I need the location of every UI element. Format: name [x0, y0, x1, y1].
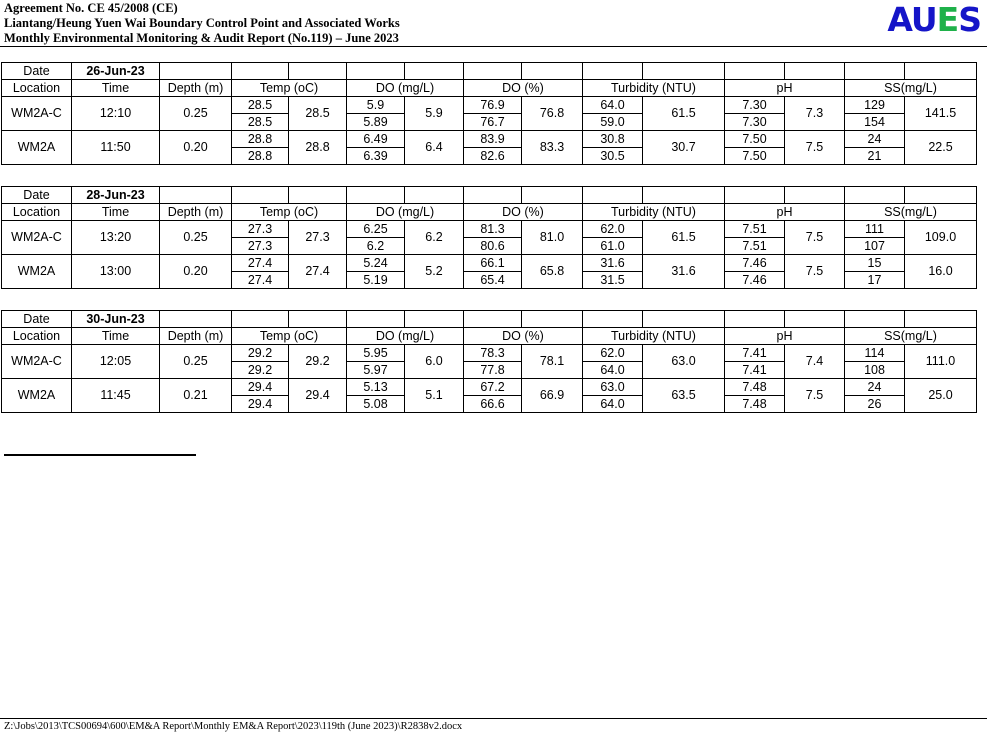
- ph-reading: 7.41: [725, 362, 785, 379]
- temp-reading: 28.5: [232, 114, 289, 131]
- signature-line: [4, 454, 196, 456]
- empty-cell: [232, 63, 289, 80]
- time-cell: 11:45: [72, 379, 160, 413]
- do-pct-reading: 83.9: [464, 131, 522, 148]
- ph-reading: 7.51: [725, 221, 785, 238]
- date-value: 28-Jun-23: [72, 187, 160, 204]
- empty-cell: [785, 187, 845, 204]
- date-value: 26-Jun-23: [72, 63, 160, 80]
- empty-cell: [583, 187, 643, 204]
- header-do-pct: DO (%): [464, 204, 583, 221]
- turbidity-average: 63.0: [643, 345, 725, 379]
- do-pct-reading: 76.7: [464, 114, 522, 131]
- ph-reading: 7.30: [725, 97, 785, 114]
- do-mgl-average: 6.2: [405, 221, 464, 255]
- location-cell: WM2A-C: [2, 97, 72, 131]
- empty-cell: [845, 187, 905, 204]
- table-row: [2, 131, 977, 148]
- turbidity-average: 61.5: [643, 221, 725, 255]
- header-depth: Depth (m): [160, 328, 232, 345]
- time-cell: 12:05: [72, 345, 160, 379]
- location-cell: WM2A-C: [2, 221, 72, 255]
- ph-reading: 7.48: [725, 396, 785, 413]
- empty-cell: [583, 63, 643, 80]
- temp-reading: 29.4: [232, 396, 289, 413]
- ph-average: 7.5: [785, 379, 845, 413]
- empty-cell: [905, 311, 977, 328]
- header-turbidity: Turbidity (NTU): [583, 80, 725, 97]
- empty-cell: [347, 187, 405, 204]
- turbidity-reading: 59.0: [583, 114, 643, 131]
- empty-cell: [405, 311, 464, 328]
- ph-reading: 7.41: [725, 345, 785, 362]
- empty-cell: [160, 63, 232, 80]
- turbidity-reading: 63.0: [583, 379, 643, 396]
- ss-average: 22.5: [905, 131, 977, 165]
- date-row: [2, 63, 977, 80]
- ss-reading: 129: [845, 97, 905, 114]
- do-mgl-reading: 5.95: [347, 345, 405, 362]
- turbidity-reading: 31.5: [583, 272, 643, 289]
- ss-average: 25.0: [905, 379, 977, 413]
- do-pct-average: 83.3: [522, 131, 583, 165]
- temp-reading: 27.4: [232, 255, 289, 272]
- time-cell: 11:50: [72, 131, 160, 165]
- table-row: [2, 379, 977, 396]
- ph-average: 7.5: [785, 221, 845, 255]
- do-mgl-reading: 6.2: [347, 238, 405, 255]
- do-mgl-reading: 5.13: [347, 379, 405, 396]
- date-label: Date: [2, 311, 72, 328]
- ss-reading: 15: [845, 255, 905, 272]
- header-turbidity: Turbidity (NTU): [583, 328, 725, 345]
- empty-cell: [347, 311, 405, 328]
- do-mgl-reading: 5.19: [347, 272, 405, 289]
- report-title: Monthly Environmental Monitoring & Audit Report (No.119) – June 2023: [4, 31, 399, 45]
- do-pct-reading: 65.4: [464, 272, 522, 289]
- turbidity-reading: 30.8: [583, 131, 643, 148]
- depth-cell: 0.21: [160, 379, 232, 413]
- depth-cell: 0.20: [160, 255, 232, 289]
- date-row: [2, 311, 977, 328]
- aues-logo: AUES: [887, 0, 981, 39]
- ss-reading: 17: [845, 272, 905, 289]
- header-ph: pH: [725, 204, 845, 221]
- table-row: [2, 97, 977, 114]
- depth-cell: 0.25: [160, 221, 232, 255]
- empty-cell: [464, 311, 522, 328]
- column-header-row: [2, 204, 977, 221]
- header-ph: pH: [725, 328, 845, 345]
- agreement-number: Agreement No. CE 45/2008 (CE): [4, 1, 178, 15]
- do-pct-reading: 77.8: [464, 362, 522, 379]
- header-ph: pH: [725, 80, 845, 97]
- do-mgl-reading: 6.49: [347, 131, 405, 148]
- empty-cell: [405, 63, 464, 80]
- empty-cell: [725, 311, 785, 328]
- table-row: [2, 221, 977, 238]
- empty-cell: [905, 187, 977, 204]
- column-header-row: [2, 80, 977, 97]
- do-pct-average: 65.8: [522, 255, 583, 289]
- location-cell: WM2A: [2, 131, 72, 165]
- empty-cell: [464, 187, 522, 204]
- ph-average: 7.4: [785, 345, 845, 379]
- do-pct-reading: 66.6: [464, 396, 522, 413]
- date-value: 30-Jun-23: [72, 311, 160, 328]
- empty-cell: [289, 311, 347, 328]
- do-mgl-reading: 5.97: [347, 362, 405, 379]
- depth-cell: 0.20: [160, 131, 232, 165]
- file-path: Z:\Jobs\2013\TCS00694\600\EM&A Report\Monthly EM&A Report\2023\119th (June 2023)\R2838v2.docx: [4, 721, 463, 732]
- temp-reading: 29.4: [232, 379, 289, 396]
- date-row: [2, 187, 977, 204]
- header-ss: SS(mg/L): [845, 80, 977, 97]
- header-temp: Temp (oC): [232, 328, 347, 345]
- do-pct-average: 78.1: [522, 345, 583, 379]
- header-do-mgl: DO (mg/L): [347, 328, 464, 345]
- do-mgl-reading: 5.08: [347, 396, 405, 413]
- header-location: Location: [2, 328, 72, 345]
- empty-cell: [522, 63, 583, 80]
- temp-average: 28.5: [289, 97, 347, 131]
- turbidity-average: 30.7: [643, 131, 725, 165]
- ph-reading: 7.30: [725, 114, 785, 131]
- table-row: [2, 255, 977, 272]
- temp-reading: 29.2: [232, 345, 289, 362]
- header-depth: Depth (m): [160, 204, 232, 221]
- header-location: Location: [2, 204, 72, 221]
- turbidity-average: 61.5: [643, 97, 725, 131]
- ph-reading: 7.51: [725, 238, 785, 255]
- location-cell: WM2A: [2, 379, 72, 413]
- empty-cell: [583, 311, 643, 328]
- header-time: Time: [72, 80, 160, 97]
- do-pct-reading: 80.6: [464, 238, 522, 255]
- ph-average: 7.3: [785, 97, 845, 131]
- water-quality-table: [1, 310, 977, 413]
- time-cell: 13:00: [72, 255, 160, 289]
- temp-reading: 28.8: [232, 131, 289, 148]
- empty-cell: [725, 187, 785, 204]
- do-mgl-average: 5.2: [405, 255, 464, 289]
- turbidity-reading: 61.0: [583, 238, 643, 255]
- turbidity-average: 31.6: [643, 255, 725, 289]
- empty-cell: [785, 311, 845, 328]
- temp-average: 29.4: [289, 379, 347, 413]
- temp-reading: 27.4: [232, 272, 289, 289]
- empty-cell: [643, 187, 725, 204]
- turbidity-average: 63.5: [643, 379, 725, 413]
- footer-divider: [0, 718, 987, 719]
- ss-reading: 114: [845, 345, 905, 362]
- ph-reading: 7.46: [725, 255, 785, 272]
- empty-cell: [160, 311, 232, 328]
- empty-cell: [522, 187, 583, 204]
- header-temp: Temp (oC): [232, 80, 347, 97]
- ss-average: 141.5: [905, 97, 977, 131]
- do-pct-average: 81.0: [522, 221, 583, 255]
- depth-cell: 0.25: [160, 97, 232, 131]
- do-pct-average: 66.9: [522, 379, 583, 413]
- turbidity-reading: 64.0: [583, 97, 643, 114]
- empty-cell: [464, 63, 522, 80]
- header-ss: SS(mg/L): [845, 328, 977, 345]
- report-header: [4, 1, 400, 46]
- empty-cell: [289, 63, 347, 80]
- empty-cell: [232, 187, 289, 204]
- ss-reading: 111: [845, 221, 905, 238]
- ss-average: 16.0: [905, 255, 977, 289]
- ss-reading: 154: [845, 114, 905, 131]
- empty-cell: [522, 311, 583, 328]
- column-header-row: [2, 328, 977, 345]
- ss-reading: 24: [845, 379, 905, 396]
- water-quality-table: [1, 186, 977, 289]
- do-mgl-reading: 5.89: [347, 114, 405, 131]
- header-depth: Depth (m): [160, 80, 232, 97]
- ph-average: 7.5: [785, 131, 845, 165]
- empty-cell: [232, 311, 289, 328]
- empty-cell: [725, 63, 785, 80]
- ss-reading: 24: [845, 131, 905, 148]
- table-row: [2, 345, 977, 362]
- do-mgl-average: 6.0: [405, 345, 464, 379]
- location-cell: WM2A-C: [2, 345, 72, 379]
- header-turbidity: Turbidity (NTU): [583, 204, 725, 221]
- ss-average: 111.0: [905, 345, 977, 379]
- ss-reading: 26: [845, 396, 905, 413]
- empty-cell: [905, 63, 977, 80]
- header-temp: Temp (oC): [232, 204, 347, 221]
- ss-reading: 21: [845, 148, 905, 165]
- header-do-pct: DO (%): [464, 80, 583, 97]
- ph-reading: 7.50: [725, 131, 785, 148]
- time-cell: 12:10: [72, 97, 160, 131]
- do-mgl-reading: 5.9: [347, 97, 405, 114]
- ss-average: 109.0: [905, 221, 977, 255]
- temp-reading: 28.5: [232, 97, 289, 114]
- empty-cell: [160, 187, 232, 204]
- header-divider: [0, 46, 987, 47]
- turbidity-reading: 64.0: [583, 396, 643, 413]
- header-do-mgl: DO (mg/L): [347, 80, 464, 97]
- water-quality-table: [1, 62, 977, 165]
- header-location: Location: [2, 80, 72, 97]
- empty-cell: [405, 187, 464, 204]
- empty-cell: [289, 187, 347, 204]
- do-mgl-average: 5.9: [405, 97, 464, 131]
- ss-reading: 107: [845, 238, 905, 255]
- ph-reading: 7.48: [725, 379, 785, 396]
- ph-average: 7.5: [785, 255, 845, 289]
- temp-reading: 28.8: [232, 148, 289, 165]
- do-pct-reading: 76.9: [464, 97, 522, 114]
- do-pct-reading: 66.1: [464, 255, 522, 272]
- temp-reading: 27.3: [232, 238, 289, 255]
- ss-reading: 108: [845, 362, 905, 379]
- turbidity-reading: 31.6: [583, 255, 643, 272]
- do-pct-reading: 81.3: [464, 221, 522, 238]
- temp-average: 27.4: [289, 255, 347, 289]
- empty-cell: [845, 63, 905, 80]
- temp-average: 27.3: [289, 221, 347, 255]
- temp-average: 29.2: [289, 345, 347, 379]
- empty-cell: [785, 63, 845, 80]
- do-mgl-reading: 6.25: [347, 221, 405, 238]
- empty-cell: [643, 63, 725, 80]
- do-pct-reading: 78.3: [464, 345, 522, 362]
- location-cell: WM2A: [2, 255, 72, 289]
- header-do-pct: DO (%): [464, 328, 583, 345]
- do-mgl-average: 6.4: [405, 131, 464, 165]
- time-cell: 13:20: [72, 221, 160, 255]
- empty-cell: [643, 311, 725, 328]
- temp-reading: 27.3: [232, 221, 289, 238]
- date-label: Date: [2, 63, 72, 80]
- depth-cell: 0.25: [160, 345, 232, 379]
- ph-reading: 7.50: [725, 148, 785, 165]
- turbidity-reading: 62.0: [583, 221, 643, 238]
- header-time: Time: [72, 328, 160, 345]
- empty-cell: [347, 63, 405, 80]
- date-label: Date: [2, 187, 72, 204]
- empty-cell: [845, 311, 905, 328]
- header-ss: SS(mg/L): [845, 204, 977, 221]
- do-mgl-reading: 6.39: [347, 148, 405, 165]
- header-do-mgl: DO (mg/L): [347, 204, 464, 221]
- do-mgl-average: 5.1: [405, 379, 464, 413]
- do-pct-reading: 82.6: [464, 148, 522, 165]
- turbidity-reading: 64.0: [583, 362, 643, 379]
- ph-reading: 7.46: [725, 272, 785, 289]
- do-pct-average: 76.8: [522, 97, 583, 131]
- turbidity-reading: 62.0: [583, 345, 643, 362]
- header-time: Time: [72, 204, 160, 221]
- do-pct-reading: 67.2: [464, 379, 522, 396]
- do-mgl-reading: 5.24: [347, 255, 405, 272]
- temp-reading: 29.2: [232, 362, 289, 379]
- project-title: Liantang/Heung Yuen Wai Boundary Control Point and Associated Works: [4, 16, 400, 30]
- turbidity-reading: 30.5: [583, 148, 643, 165]
- temp-average: 28.8: [289, 131, 347, 165]
